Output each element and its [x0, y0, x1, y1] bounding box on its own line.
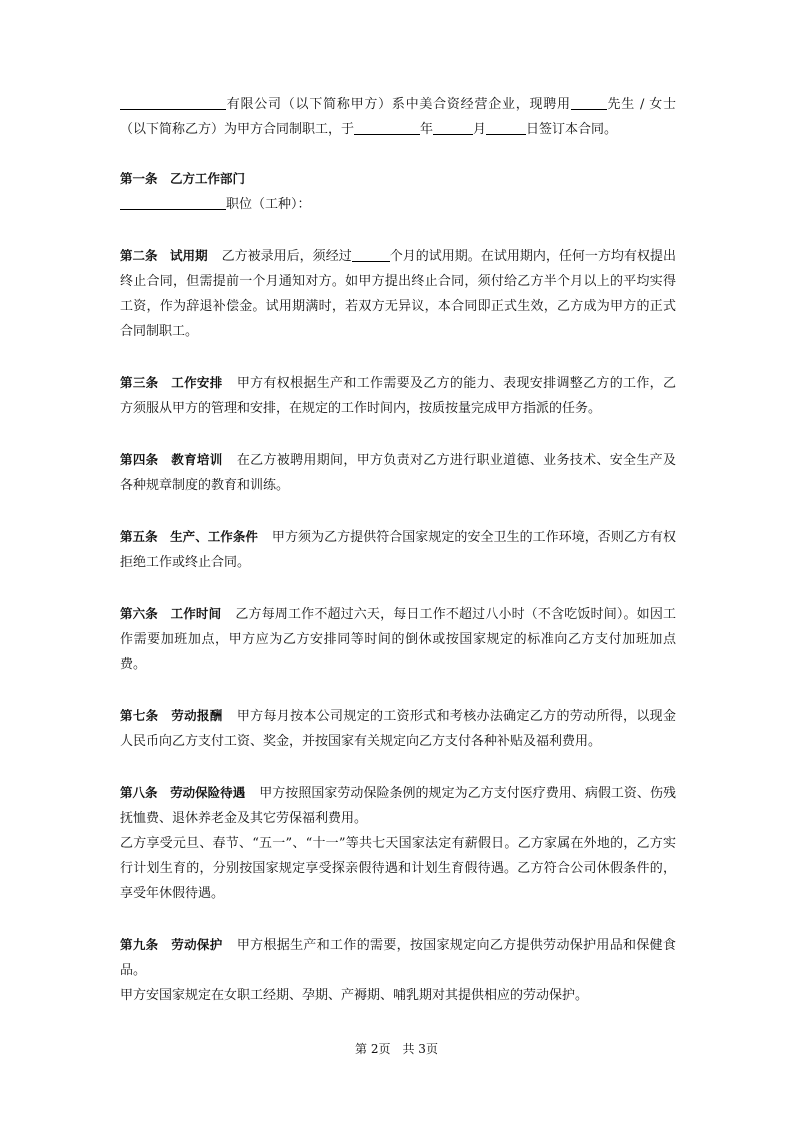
- company-name-blank[interactable]: [120, 93, 226, 110]
- article-5-heading: 第五条 生产、工作条件: [120, 529, 258, 544]
- month-blank[interactable]: [433, 118, 473, 135]
- article-6-heading: 第六条 工作时间: [120, 606, 222, 621]
- article-9: [120, 932, 676, 1008]
- article-6: [120, 601, 676, 677]
- article-2-text-2: 个月的试用期。在试用期内，任何一方均有权提出终止合同，但需提前一个月通知对方。如甲方提出终止合同，须付给乙方半个月以上的平均实得工资，作为辞退补偿金。试用期满时，若双方无异议，本合同即正式生效，乙方成为甲方的正式合同制职工。: [120, 249, 676, 339]
- article-2-text-1: 乙方被录用后，须经过: [221, 249, 352, 264]
- article-9-heading: 第九条 劳动保护: [120, 937, 223, 952]
- probation-months-blank[interactable]: [352, 245, 390, 262]
- department-blank[interactable]: [120, 193, 226, 210]
- year-blank[interactable]: [354, 118, 420, 135]
- employee-name-blank[interactable]: [571, 93, 607, 110]
- article-8-body: 甲方按照国家劳动保险条例的规定为乙方支付医疗费用、病假工资、伤残抚恤费、退休养老金及其它劳保福利费用。: [120, 786, 676, 826]
- article-1: [120, 166, 676, 217]
- article-6-body: 乙方每周工作不超过六天，每日工作不超过八小时（不含吃饭时间）。如因工作需要加班加点，甲方应为乙方安排同等时间的倒休或按国家规定的标准向乙方支付加班加点费。: [120, 607, 676, 672]
- article-8-heading: 第八条 劳动保险待遇: [120, 785, 246, 800]
- article-3-body: 甲方有权根据生产和工作需要及乙方的能力、表现安排调整乙方的工作，乙方须服从甲方的管理和安排，在规定的工作时间内，按质按量完成甲方指派的任务。: [120, 376, 676, 416]
- article-7-body: 甲方每月按本公司规定的工资形式和考核办法确定乙方的劳动所得，以现金人民币向乙方支付工资、奖金，并按国家有关规定向乙方支付各种补贴及福利费用。: [120, 709, 676, 749]
- article-7: [120, 703, 676, 754]
- article-3: [120, 370, 676, 421]
- article-9-body: 甲方根据生产和工作的需要，按国家规定向乙方提供劳动保护用品和保健食品。: [120, 938, 676, 978]
- article-4-heading: 第四条 教育培训: [120, 452, 223, 467]
- article-3-heading: 第三条 工作安排: [120, 375, 223, 390]
- intro-paragraph: [120, 92, 676, 142]
- article-4: [120, 447, 676, 498]
- intro-text-1: 有限公司（以下简称甲方）系中美合资经营企业，现聘用: [226, 97, 571, 112]
- article-9-body-2: 甲方安国家规定在女职工经期、孕期、产褥期、哺乳期对其提供相应的劳动保护。: [120, 988, 589, 1003]
- article-5-body: 甲方须为乙方提供符合国家规定的安全卫生的工作环境，否则乙方有权拒绝工作或终止合同。: [120, 530, 676, 570]
- article-8: [120, 780, 676, 906]
- intro-month-label: 月: [473, 122, 487, 137]
- article-5: [120, 524, 676, 575]
- article-2: [120, 243, 676, 344]
- article-7-heading: 第七条 劳动报酬: [120, 708, 223, 723]
- article-1-position: 职位（工种）：: [226, 197, 311, 212]
- intro-text-2: 先生 / 女士（以下简称乙方）为甲方合同制职工，于: [120, 97, 676, 137]
- article-4-body: 在乙方被聘用期间，甲方负责对乙方进行职业道德、业务技术、安全生产及各种规章制度的教育和训练。: [120, 453, 676, 493]
- document-body: [120, 92, 676, 1008]
- article-1-heading: 第一条 乙方工作部门: [120, 171, 246, 186]
- day-blank[interactable]: [486, 118, 526, 135]
- article-2-heading: 第二条 试用期: [120, 248, 208, 263]
- intro-year-label: 年: [420, 122, 434, 137]
- page-footer: 第 2页 共 3页: [355, 1042, 438, 1056]
- article-8-body-2: 乙方享受元旦、春节、“五一”、“十一”等共七天国家法定有薪假日。乙方家属在外地的，乙方实行计划生育的，分别按国家规定享受探亲假待遇和计划生育假待遇。乙方符合公司休假条件的，享受年休假待遇。: [120, 836, 676, 901]
- intro-text-5: 日签订本合同。: [526, 122, 618, 137]
